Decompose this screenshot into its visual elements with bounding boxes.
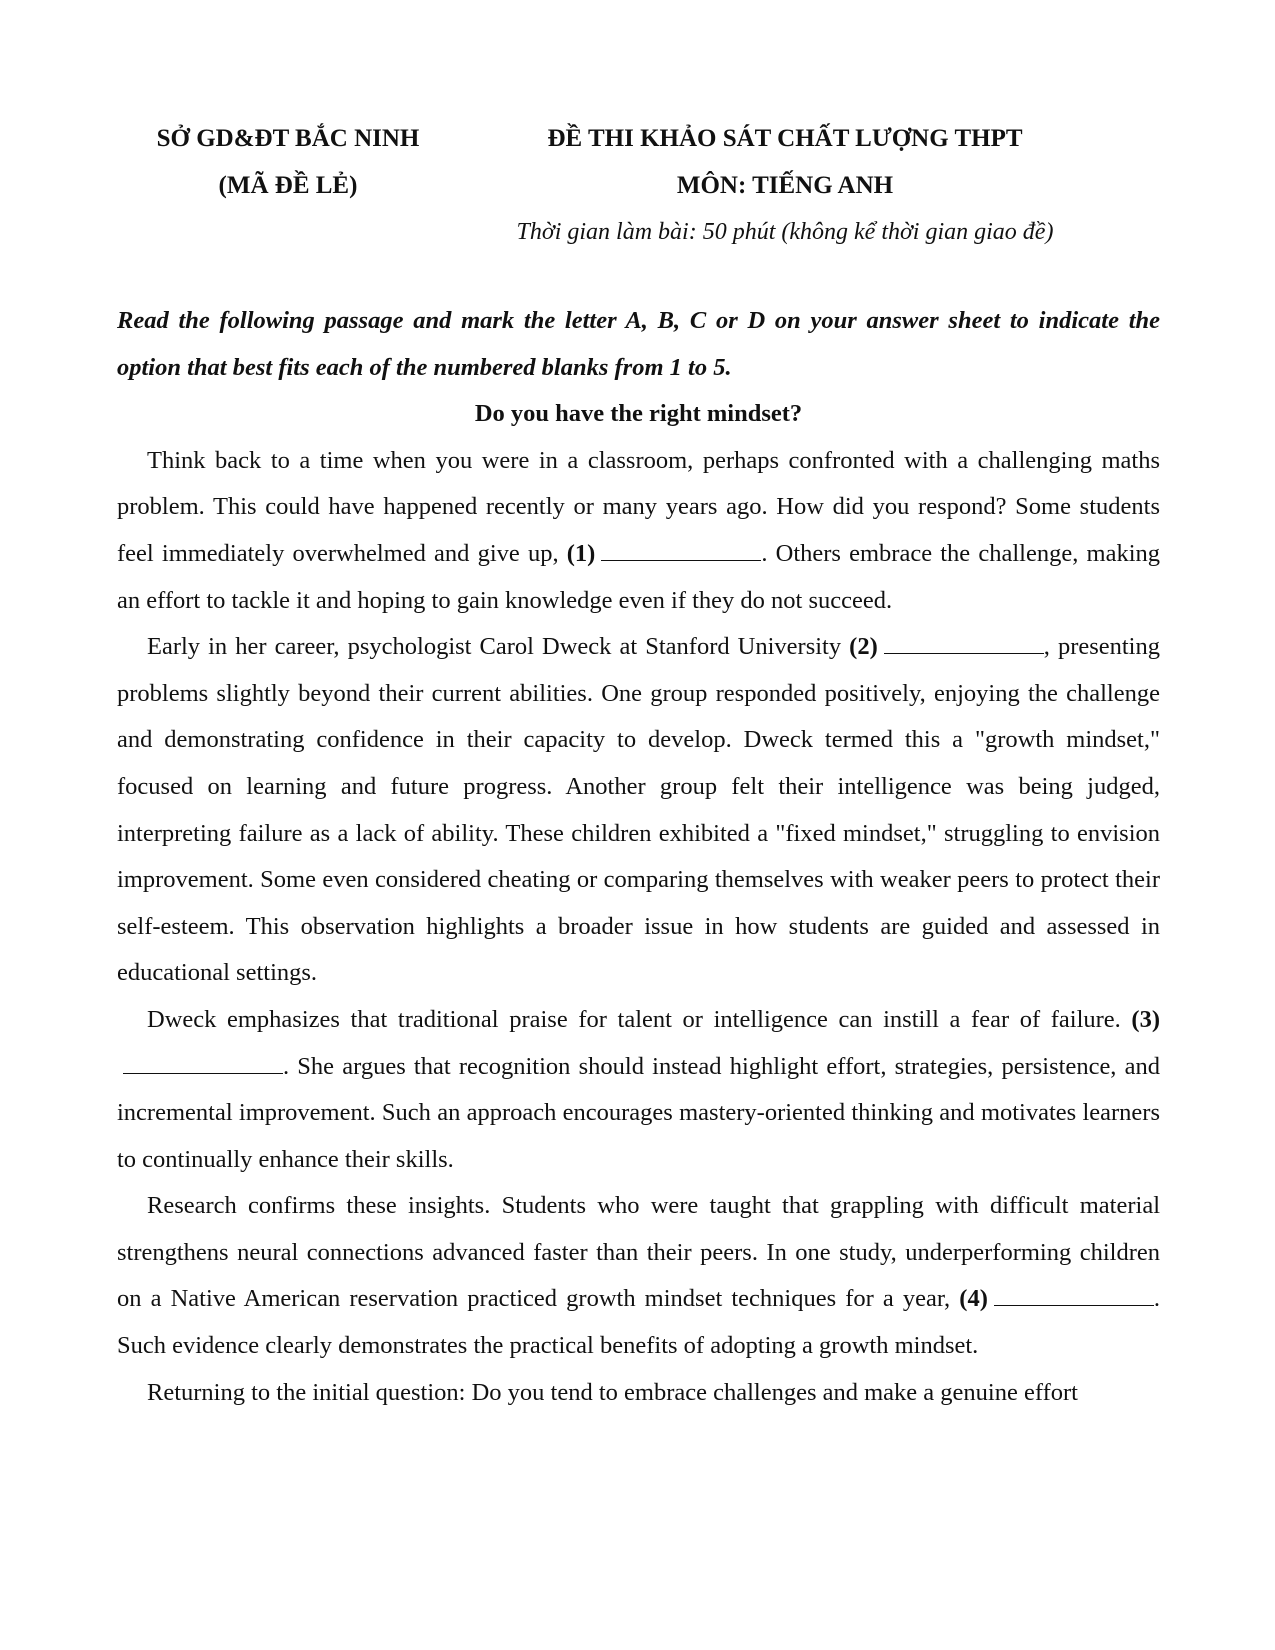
paragraph-4-text-before: Research confirms these insights. Students who were taught that grappling with difficult material strengthens neural connections advanced faster than their peers. In one study, underperforming children on a Native American reservation practiced growth mindset techniques for a year,	[117, 1192, 1160, 1313]
paragraph-4	[117, 1183, 1160, 1369]
blank-number-1: (1)	[566, 539, 596, 567]
paragraph-3	[117, 997, 1160, 1183]
department-name: SỞ GD&ĐT BẮC NINH	[156, 125, 420, 152]
exam-body	[117, 298, 1160, 1416]
blank-number-3: (3)	[1131, 1005, 1160, 1033]
header-right	[470, 115, 1100, 256]
passage-title: Do you have the right mindset?	[474, 400, 803, 428]
paragraph-2-text-after: , presenting problems slightly beyond their current abilities. One group responded positively, enjoying the challenge and demonstrating confidence in their capacity to develop. Dweck termed this a "growth mindset," focused on learning and future progress. Another group felt their intelligence was being judged, interpreting failure as a lack of ability. These children exhibited a "fixed mindset," struggling to envision improvement. Some even considered cheating or comparing themselves with weaker peers to protect their self-esteem. This observation highlights a broader issue in how students are guided and assessed in educational settings.	[117, 633, 1160, 987]
paragraph-3-text-after: . She argues that recognition should instead highlight effort, strategies, persistence, and incremental improvement. Such an approach encourages mastery-oriented thinking and motivates learners to continually enhance their skills.	[117, 1052, 1160, 1173]
answer-blank-2	[884, 635, 1044, 654]
paragraph-4-text-after: . Such evidence clearly demonstrates the practical benefits of adopting a growth mindset.	[117, 1285, 1160, 1360]
header-left	[128, 115, 448, 209]
paragraph-3-text-before: Dweck emphasizes that traditional praise for talent or intelligence can instill a fear of failure.	[147, 1005, 1132, 1033]
paragraph-1-text-before: Think back to a time when you were in a classroom, perhaps confronted with a challenging maths problem. This could have happened recently or many years ago. How did you respond? Some students feel immediately overwhelmed and give up,	[117, 446, 1160, 567]
paragraph-2	[117, 624, 1160, 997]
blank-number-4: (4)	[959, 1285, 988, 1313]
answer-blank-1	[601, 542, 761, 561]
instruction-text: Read the following passage and mark the letter A, B, C or D on your answer sheet to indicate the option that best fits each of the numbered blanks from 1 to 5.	[117, 307, 1160, 381]
paragraph-1-text-after: . Others embrace the challenge, making an effort to tackle it and hoping to gain knowledge even if they do not succeed.	[117, 539, 1161, 614]
answer-blank-4	[994, 1287, 1154, 1306]
exam-title: ĐỀ THI KHẢO SÁT CHẤT LƯỢNG THPT	[547, 125, 1023, 152]
subject-label: MÔN: TIẾNG ANH	[676, 172, 894, 199]
paragraph-2-text-before: Early in her career, psychologist Carol Dweck at Stanford University	[147, 633, 850, 661]
exam-code-label: (MÃ ĐỀ LẺ)	[218, 172, 358, 199]
paragraph-1	[117, 438, 1160, 624]
answer-blank-3	[123, 1055, 283, 1074]
blank-number-2: (2)	[849, 633, 878, 661]
time-allowed: Thời gian làm bài: 50 phút (không kể thời gian giao đề)	[516, 219, 1054, 245]
paragraph-5: Returning to the initial question: Do you tend to embrace challenges and make a genuine effort	[147, 1378, 1078, 1406]
